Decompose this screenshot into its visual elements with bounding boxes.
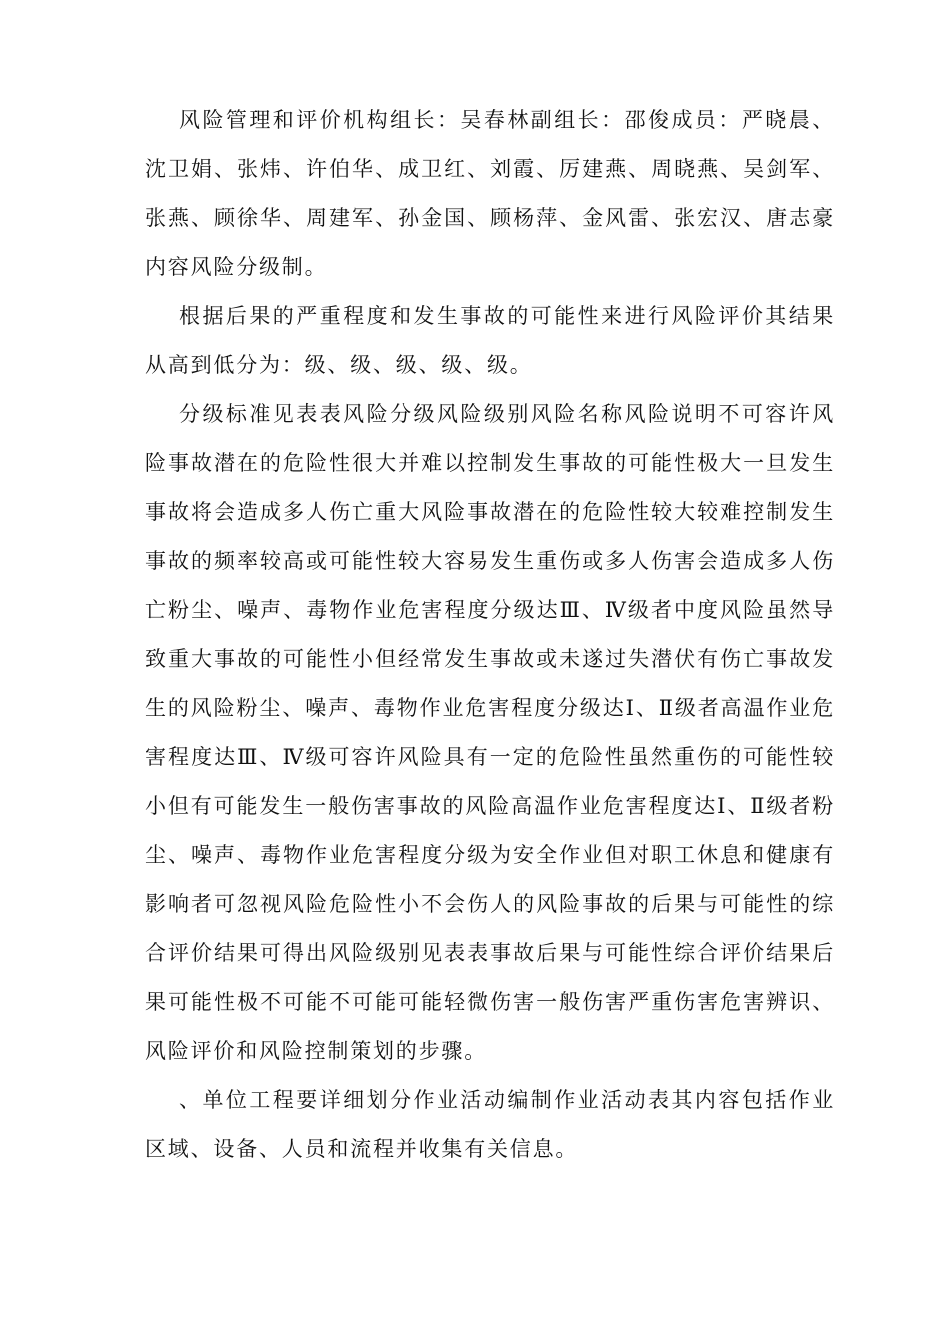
paragraph-unit-engineering: 、单位工程要详细划分作业活动编制作业活动表其内容包括作业区域、设备、人员和流程并收集有关信息。 — [145, 1088, 835, 1161]
paragraph-risk-evaluation: 根据后果的严重程度和发生事故的可能性来进行风险评价其结果从高到低分为：级、级、级、级、级。 — [145, 304, 835, 377]
document-body — [145, 96, 835, 1174]
paragraph-organization: 风险管理和评价机构组长：吴春林副组长：邵俊成员：严晓晨、沈卫娟、张炜、许伯华、成卫红、刘霞、厉建燕、周晓燕、吴剑军、张燕、顾徐华、周建军、孙金国、顾杨萍、金风雷、张宏汉、唐志豪内容风险分级制。 — [145, 108, 835, 279]
paragraph-classification-standard: 分级标准见表表风险分级风险级别风险名称风险说明不可容许风险事故潜在的危险性很大并难以控制发生事故的可能性极大一旦发生事故将会造成多人伤亡重大风险事故潜在的危险性较大较难控制发生事故的频率较高或可能性较大容易发生重伤或多人伤害会造成多人伤亡粉尘、噪声、毒物作业危害程度分级达Ⅲ、Ⅳ级者中度风险虽然导致重大事故的可能性小但经常发生事故或未遂过失潜伏有伤亡事故发生的风险粉尘、噪声、毒物作业危害程度分级达Ⅰ、Ⅱ级者高温作业危害程度达Ⅲ、Ⅳ级可容许风险具有一定的危险性虽然重伤的可能性较小但有可能发生一般伤害事故的风险高温作业危害程度达Ⅰ、Ⅱ级者粉尘、噪声、毒物作业危害程度分级为安全作业但对职工休息和健康有影响者可忽视风险危险性小不会伤人的风险事故的后果与可能性的综合评价结果可得出风险级别见表表事故后果与可能性综合评价结果后果可能性极不可能不可能可能轻微伤害一般伤害严重伤害危害辨识、风险评价和风险控制策划的步骤。 — [145, 402, 835, 1063]
